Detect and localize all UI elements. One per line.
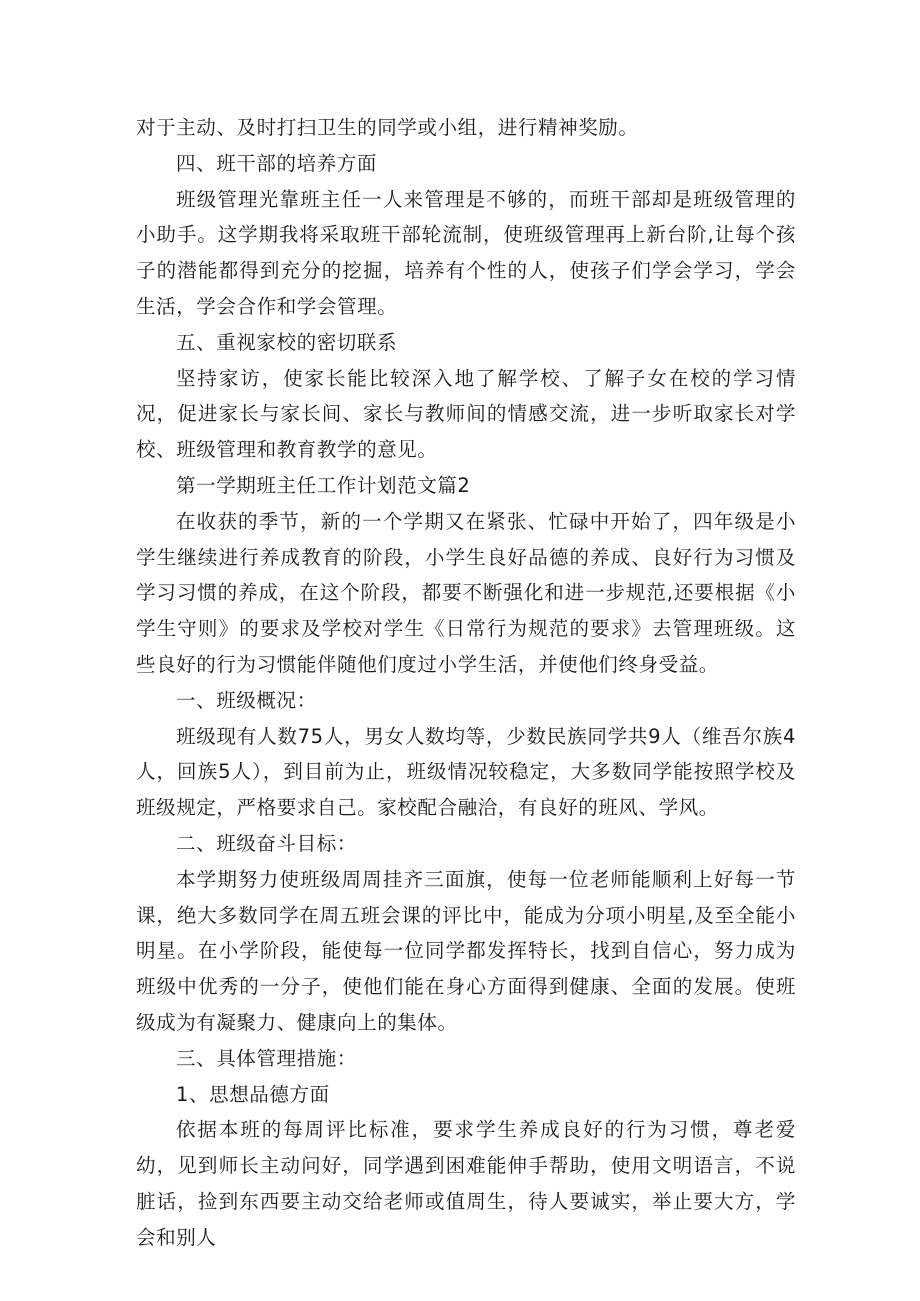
paragraph-class-cadre: 班级管理光靠班主任一人来管理是不够的，而班干部却是班级管理的小助手。这学期我将采取班干部轮流制，使班级管理再上新台阶,让每个孩子的潜能都得到充分的挖掘，培养有个性的人，使孩子们学会学习，学会生活，学会合作和学会管理。: [136, 187, 796, 318]
heading-class-goals: 二、班级奋斗目标：: [176, 831, 357, 855]
heading-home-school-contact: 五、重视家校的密切联系: [176, 330, 398, 354]
paragraph-moral-education: 依据本班的每周评比标准，要求学生养成良好的行为习惯，尊老爱幼，见到师长主动问好，同学遇到困难能伸手帮助，使用文明语言，不说脏话，捡到东西要主动交给老师或值周生，待人要诚实，举止要大方，学会和别人: [136, 1118, 796, 1249]
paragraph-class-goals: 本学期努力使班级周周挂齐三面旗，使每一位老师能顺利上好每一节课，绝大多数同学在周五班会课的评比中，能成为分项小明星,及至全能小明星。在小学阶段，能使每一位同学都发挥特长，找到自信心，努力成为班级中优秀的一分子，使他们能在身心方面得到健康、全面的发展。使班级成为有凝聚力、健康向上的集体。: [136, 867, 796, 1034]
paragraph-home-visits: 坚持家访，使家长能比较深入地了解学校、了解子女在校的学习情况，促进家长与家长间、家长与教师间的情感交流，进一步听取家长对学校、班级管理和教育教学的意见。: [136, 366, 796, 462]
heading-class-overview: 一、班级概况：: [176, 688, 317, 712]
heading-management-measures: 三、具体管理措施：: [176, 1046, 357, 1070]
heading-section-2-title: 第一学期班主任工作计划范文篇2: [176, 473, 471, 497]
paragraph-new-semester: 在收获的季节，新的一个学期又在紧张、忙碌中开始了，四年级是小学生继续进行养成教育的阶段，小学生良好品德的养成、良好行为习惯及学习习惯的养成，在这个阶段，都要不断强化和进一步规范,还要根据《小学生守则》的要求及学校对学生《日常行为规范的要求》去管理班级。这些良好的行为习惯能伴随他们度过小学生活，并使他们终身受益。: [136, 509, 796, 676]
heading-moral-education: 1、思想品德方面: [176, 1082, 330, 1106]
paragraph-cleaning-reward: 对于主动、及时打扫卫生的同学或小组，进行精神奖励。: [136, 116, 639, 139]
paragraph-class-overview: 班级现有人数75人，男女人数均等，少数民族同学共9人（维吾尔族4人，回族5人），到目前为止，班级情况较稳定，大多数同学能按照学校及班级规定，严格要求自己。家校配合融洽，有良好的班风、学风。: [136, 724, 796, 820]
heading-class-cadre-training: 四、班干部的培养方面: [176, 151, 378, 175]
document-body: [136, 110, 796, 1256]
